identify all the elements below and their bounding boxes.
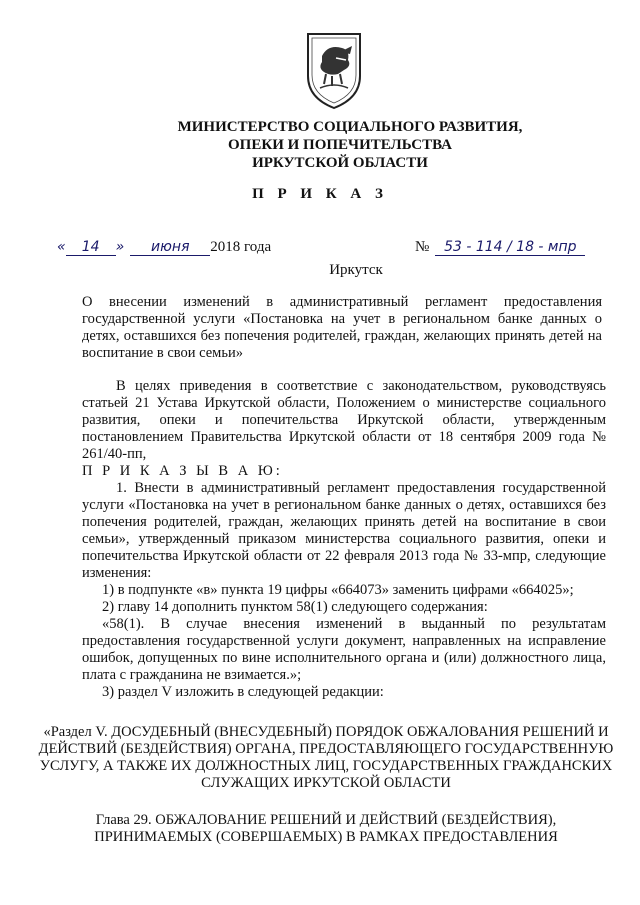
- order-number: [415, 239, 585, 256]
- number-prefix: №: [415, 239, 430, 255]
- date-close-quote: »: [115, 239, 125, 255]
- quoted-point-58-1: «58(1). В случае внесения изменений в выданный по результатам предоставления государственной услуги документ, направленных на исправление ошибок, допущенных по вине исполнительного органа и (или) должностного лица, плата с гражданина не взимается.»;: [82, 616, 606, 683]
- chapter-heading: Глава 29. ОБЖАЛОВАНИЕ РЕШЕНИЙ И ДЕЙСТВИЙ (БЕЗДЕЙСТВИЯ), ПРИНИМАЕМЫХ (СОВЕРШАЕМЫХ) В РАМКАХ ПРЕДОСТАВЛЕНИЯ: [94, 812, 558, 845]
- new-section: [38, 724, 614, 846]
- ministry-name-line2: ОПЕКИ И ПОПЕЧИТЕЛЬСТВА: [228, 137, 452, 153]
- subitem-3: 3) раздел V изложить в следующей редакции:: [102, 684, 384, 700]
- date-year: 2018 года: [210, 239, 272, 255]
- order-body: [82, 378, 606, 701]
- ministry-name-line3: ИРКУТСКОЙ ОБЛАСТИ: [252, 155, 428, 171]
- section-heading: «Раздел V. ДОСУДЕБНЫЙ (ВНЕСУДЕБНЫЙ) ПОРЯДОК ОБЖАЛОВАНИЯ РЕШЕНИЙ И ДЕЙСТВИЙ (БЕЗДЕЙСТВИЯ) ОРГАНА, ПРЕДОСТАВЛЯЮЩЕГО ГОСУДАРСТВЕННУЮ УСЛУГУ, А ТАКЖЕ ИХ ДОЛЖНОСТНЫХ ЛИЦ, ГОСУДАРСТВЕННЫХ ГРАЖДАНСКИХ СЛУЖАЩИХ ИРКУТСКОЙ ОБЛАСТИ: [38, 724, 614, 791]
- ministry-name-line1: МИНИСТЕРСТВО СОЦИАЛЬНОГО РАЗВИТИЯ,: [177, 119, 523, 135]
- item-1: 1. Внести в административный регламент предоставления государственной услуги «Постановка на учет в региональном банке данных о детях, оставшихся без попечения родителей, граждан, желающих принять детей на воспитание в свои семьи», утвержденный приказом министерства социального развития, опеки и попечительства Иркутской области от 22 февраля 2013 года № 33-мпр, следующие изменения:: [82, 480, 606, 581]
- order-subject: О внесении изменений в административный регламент предоставления государственной услуги «Постановка на учет в региональном банке данных о детях, оставшихся без попечения родителей, граждан, желающих принять детей на воспитание в свои семьи»: [82, 294, 602, 361]
- subitem-1: 1) в подпункте «в» пункта 19 цифры «664073» заменить цифрами «664025»;: [102, 582, 574, 598]
- date-open-quote: «: [57, 239, 66, 255]
- date-month: июня: [130, 239, 210, 256]
- subitem-2: 2) главу 14 дополнить пунктом 58(1) следующего содержания:: [102, 599, 488, 615]
- document-title: П Р И К А З: [252, 186, 388, 202]
- number-value: 53 - 114 / 18 - мпр: [435, 239, 585, 256]
- preamble: В целях приведения в соответствие с законодательством, руководствуясь статьей 21 Устава Иркутской области, Положением о министерстве социального развития, опеки и попечительства Иркутской области, утвержденным постановлением Правительства Иркутской области от 18 сентября 2009 года № 261/40-пп,: [82, 378, 606, 462]
- order-date: [57, 239, 271, 256]
- ministry-name: [120, 118, 580, 172]
- irkutsk-coat-of-arms-icon: [302, 30, 366, 110]
- date-day: 14: [66, 239, 116, 256]
- city: Иркутск: [329, 262, 383, 278]
- order-word: П Р И К А З Ы В А Ю:: [82, 463, 283, 479]
